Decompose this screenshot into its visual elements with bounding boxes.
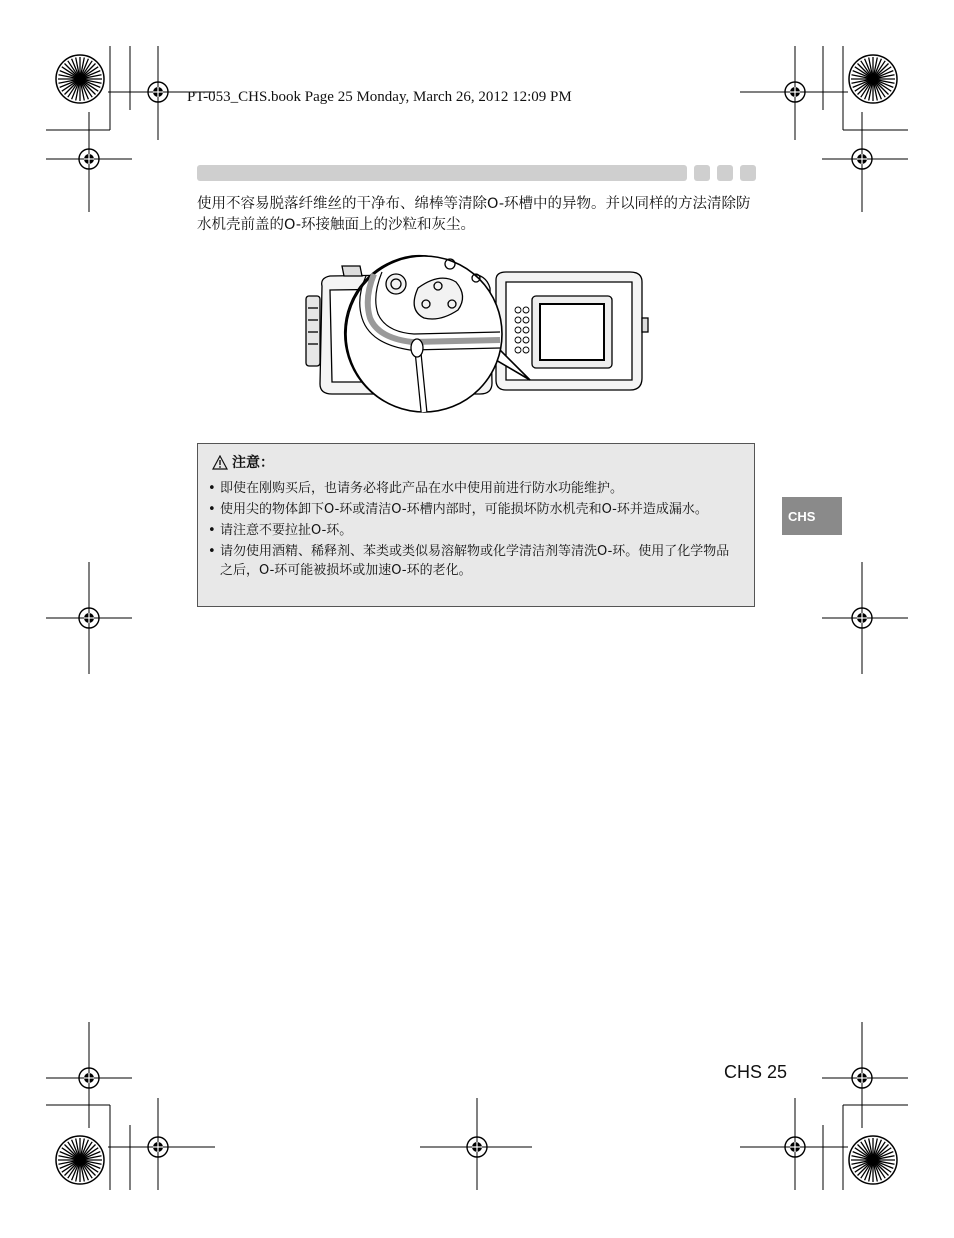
intro-paragraph: 使用不容易脱落纤维丝的干净布、绵棒等清除O-环槽中的异物。并以同样的方法清除防水机壳前盖的O-环接触面上的沙粒和灰尘。	[197, 196, 751, 233]
book-info-header: PT-053_CHS.book Page 25 Monday, March 26, 2012 12:09 PM	[187, 89, 572, 105]
caution-box	[197, 443, 755, 607]
housing-oring-illustration	[300, 248, 660, 423]
section-heading-bar	[197, 165, 687, 181]
section-heading-square	[694, 165, 710, 181]
caution-heading	[212, 452, 742, 472]
caution-title: 注意：	[232, 455, 274, 471]
page-number: CHS 25	[724, 1062, 788, 1082]
warning-triangle-icon	[212, 455, 228, 470]
caution-item: • 即使在刚购买后，也请务必将此产品在水中使用前进行防水功能维护。	[208, 479, 742, 498]
caution-item: • 请勿使用酒精、稀释剂、苯类或类似易溶解物或化学清洁剂等清洗O-环。使用了化学物品之后，O-环可能被损坏或加速O-环的老化。	[208, 542, 742, 580]
caution-list	[208, 479, 742, 580]
language-tab: CHS	[782, 497, 842, 535]
caution-item: • 请注意不要拉扯O-环。	[208, 521, 742, 540]
caution-item: • 使用尖的物体卸下O-环或清洁O-环槽内部时，可能损坏防水机壳和O-环并造成漏水。	[208, 500, 742, 519]
section-heading-square	[740, 165, 756, 181]
section-heading-square	[717, 165, 733, 181]
